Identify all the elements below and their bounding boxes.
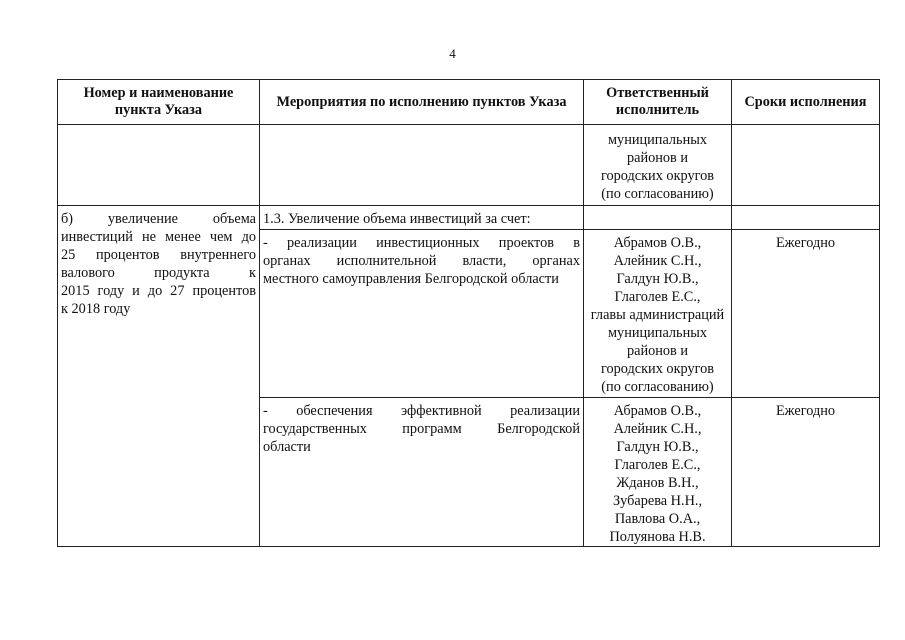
cell-measure-1-3: 1.3. Увеличение объема инвестиций за счет: [260, 206, 584, 230]
executor-line: Абрамов О.В., [613, 235, 702, 251]
item-b-line: 2015 году и до 27 процентов [61, 283, 256, 299]
executor-line: Галдун Ю.В., [616, 271, 699, 287]
page-number: 4 [449, 46, 456, 61]
measure-line: области [263, 439, 311, 455]
measure-line: государственных программ Белгородской [263, 421, 580, 437]
item-b-line: к 2018 году [61, 301, 131, 317]
executor-line: Алейник С.Н., [613, 421, 702, 437]
cell-executor-investment-projects [584, 230, 732, 398]
executor-line: Жданов В.Н., [616, 475, 699, 491]
item-b-line: 25 процентов внутреннего [61, 247, 256, 263]
cell-executor-state-programs [584, 398, 732, 547]
table-header-row [58, 80, 880, 125]
cell-decree-item-empty [58, 125, 260, 206]
executor-line: Галдун Ю.В., [616, 439, 699, 455]
executor-line: Зубарева Н.Н., [612, 493, 703, 509]
cell-deadline-empty [732, 206, 880, 230]
executor-line: Алейник С.Н., [613, 253, 702, 269]
executor-line: муниципальных [608, 132, 707, 148]
item-b-line: валового продукта к [61, 265, 256, 281]
executor-line: муниципальных [608, 325, 707, 341]
cell-measure-state-programs [260, 398, 584, 547]
cell-deadline-empty [732, 125, 880, 206]
measure-line: - обеспечения эффективной реализации [263, 403, 580, 419]
measure-line: органах исполнительной власти, органах [263, 253, 580, 269]
executor-line: городских округов [600, 168, 715, 184]
cell-measure-empty [260, 125, 584, 206]
executor-line: (по согласованию) [601, 186, 714, 202]
cell-executor-empty [584, 206, 732, 230]
table-row [58, 125, 880, 206]
cell-decree-item-b [58, 206, 260, 547]
item-b-line: б) увеличение объема [61, 211, 256, 227]
cell-deadline-state-programs: Ежегодно [732, 398, 880, 547]
header-responsible-executor: Ответственный исполнитель [584, 80, 732, 125]
item-b-line: инвестиций не менее чем до [61, 229, 256, 245]
executor-line: Глаголев Е.С., [614, 457, 701, 473]
executor-line: районов и [626, 343, 689, 359]
measure-line: - реализации инвестиционных проектов в [263, 235, 580, 251]
executor-line: Абрамов О.В., [613, 403, 702, 419]
header-deadline: Сроки исполнения [732, 80, 880, 125]
executor-line: городских округов [600, 361, 715, 377]
header-measures: Мероприятия по исполнению пунктов Указа [260, 80, 584, 125]
header-decree-item: Номер и наименование пункта Указа [58, 80, 260, 125]
cell-deadline-investment-projects: Ежегодно [732, 230, 880, 398]
cell-measure-investment-projects [260, 230, 584, 398]
executor-line: районов и [626, 150, 689, 166]
executor-line: Глаголев Е.С., [614, 289, 701, 305]
executor-line: Павлова О.А., [614, 511, 701, 527]
executor-line: (по согласованию) [601, 379, 714, 395]
table-row [58, 206, 880, 230]
measure-line: местного самоуправления Белгородской области [263, 271, 559, 287]
executor-line: Полуянова Н.В. [609, 529, 706, 545]
executor-line: главы администраций [590, 307, 725, 323]
decree-measures-table [57, 79, 880, 547]
cell-executor-continuation [584, 125, 732, 206]
